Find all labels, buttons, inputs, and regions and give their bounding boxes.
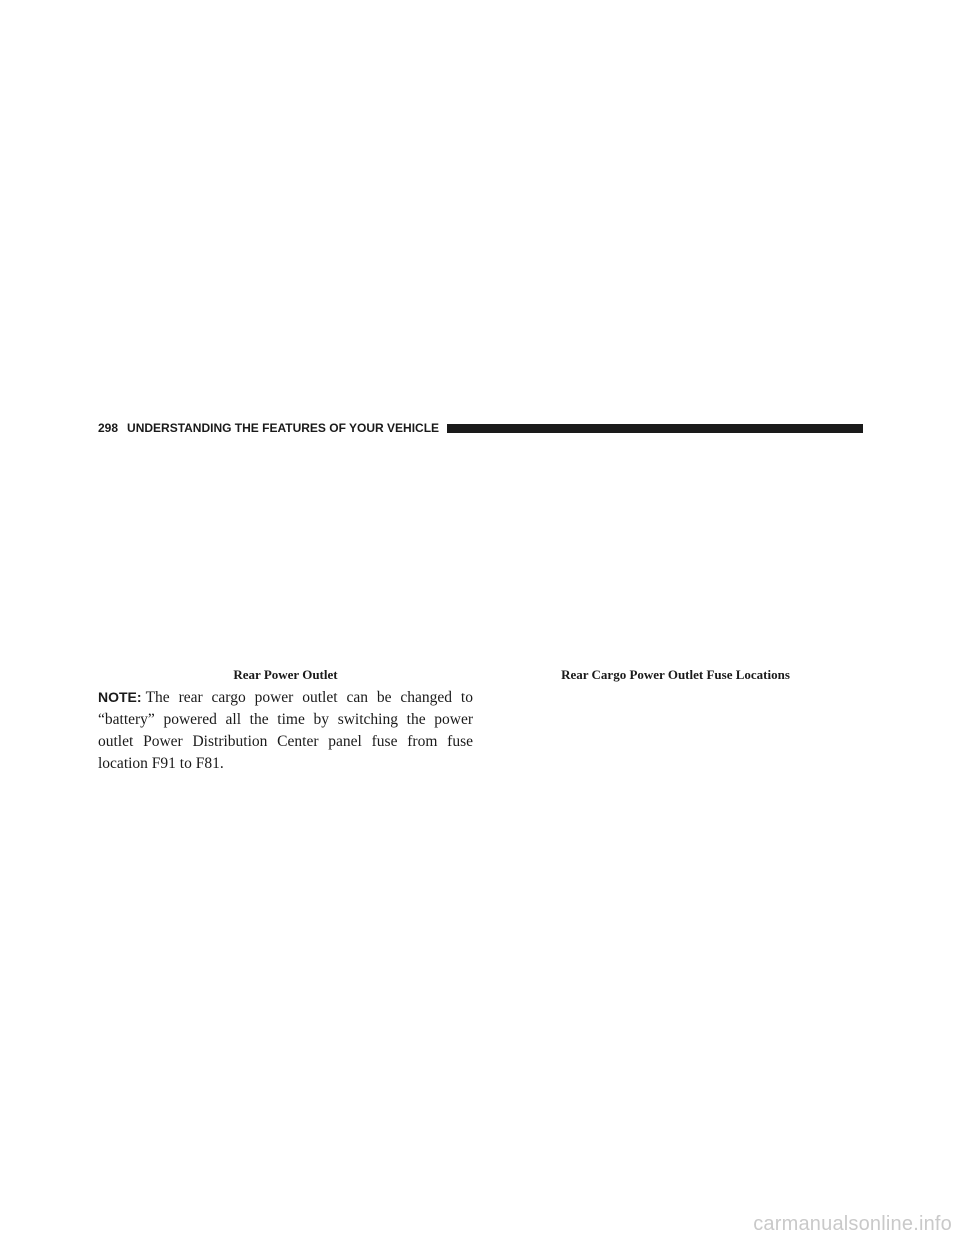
watermark: carmanualsonline.info [753,1213,952,1235]
header-rule [447,424,863,433]
note-text: The rear cargo power outlet can be changed to “battery” powered all the time by switching the power outlet Power Distribution Center panel fuse from fuse location F91 to F81. [98,689,473,772]
section-title: UNDERSTANDING THE FEATURES OF YOUR VEHICLE [127,421,440,435]
figure-caption-rear-power-outlet: Rear Power Outlet [233,667,338,682]
page-number: 298 [98,421,119,435]
note-label: NOTE: [98,689,142,705]
page-header [98,418,863,438]
note-paragraph [98,686,473,775]
figure-caption-fuse-locations: Rear Cargo Power Outlet Fuse Locations [561,667,790,682]
